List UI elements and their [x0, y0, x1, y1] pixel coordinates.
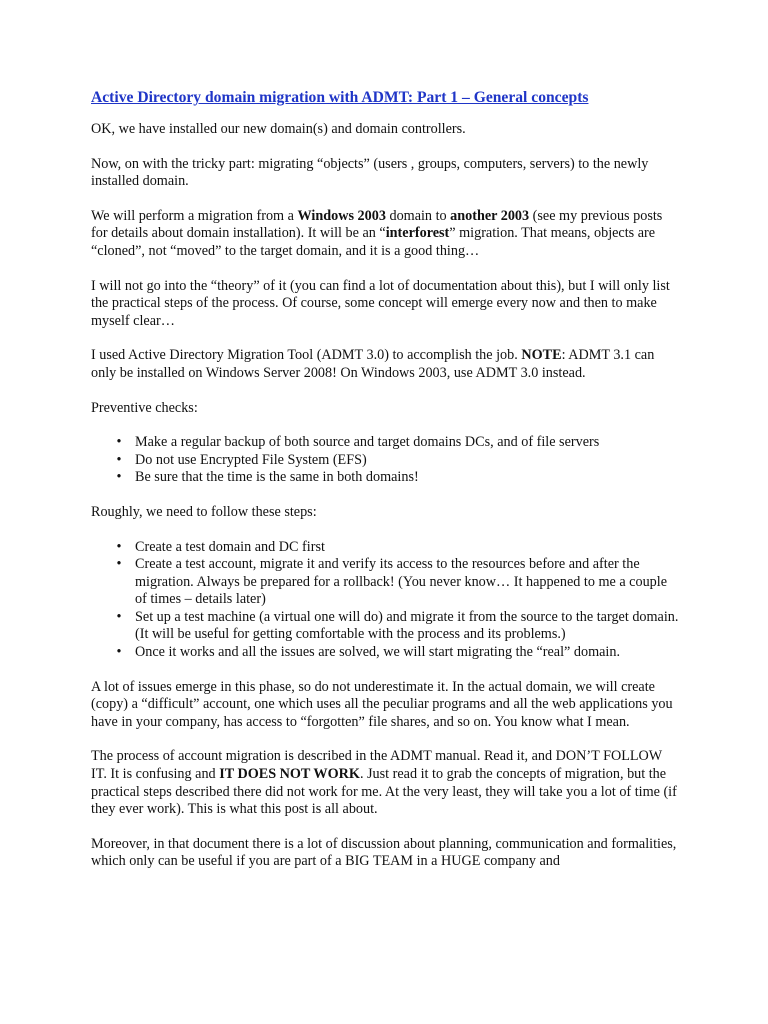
document-title-link[interactable]: Active Directory domain migration with ADMT: Part 1 – General concepts [91, 89, 589, 106]
paragraph-theory: I will not go into the “theory” of it (you can find a lot of documentation about this), but I will only list the practical steps of the process. Of course, some concept will emerge every now and then to make myself clear… [91, 277, 670, 329]
document-page [91, 88, 681, 888]
text-run: The process of account migration is described in the ADMT manual. Read it, and DON’T FOLLOW IT. It is confusing and [91, 748, 662, 783]
list-item-text: Set up a test machine (a virtual one will do) and migrate it from the source to the target domain. (It will be useful for getting comfortable with the process and its problems.) [135, 608, 679, 643]
bullet-icon: • [116, 644, 122, 661]
text-run: . Just read it to grab the concepts of migration, but the practical steps described there did not work for me. At the very least, they will take you a lot of time (if they ever work). This is what this post is all about. [91, 766, 677, 818]
list-item [116, 469, 681, 487]
bullet-icon: • [116, 608, 122, 625]
bold-windows-2003: Windows 2003 [297, 207, 386, 224]
paragraph-intro: OK, we have installed our new domain(s) and domain controllers. [91, 121, 466, 137]
paragraph-issues: A lot of issues emerge in this phase, so do not underestimate it. In the actual domain, we will create (copy) a “difficult” account, one which uses all the peculiar programs and all the web applications you have in your company, has access to “forgotten” file shares, and so on. You know what I mean. [91, 678, 673, 730]
paragraph-tricky-part: Now, on with the tricky part: migrating “objects” (users , groups, computers, servers) to the newly installed domain. [91, 155, 649, 190]
text-run: ” migration. That means, objects are “cloned”, not “moved” to the target domain, and it is a good thing… [91, 225, 656, 259]
list-item [116, 538, 681, 557]
list-item-text: Make a regular backup of both source and target domains DCs, and of file servers [135, 434, 600, 451]
list-item [116, 556, 681, 609]
bold-note: NOTE [521, 347, 562, 364]
preventive-checks-heading: Preventive checks: [91, 399, 198, 416]
paragraph-migration-type [91, 208, 681, 261]
list-item [116, 644, 681, 662]
list-item-text: Be sure that the time is the same in both domains! [135, 469, 419, 486]
list-item-text: Once it works and all the issues are solved, we will start migrating the “real” domain. [135, 644, 620, 661]
bullet-icon: • [116, 434, 122, 451]
bold-another-2003: another 2003 [450, 207, 530, 224]
list-item [116, 451, 681, 470]
bold-it-does-not-work: IT DOES NOT WORK [219, 766, 360, 783]
text-run: I used Active Directory Migration Tool (ADMT 3.0) to accomplish the job. [91, 347, 522, 364]
bold-interforest: interforest [385, 225, 450, 242]
bullet-icon: • [116, 556, 122, 573]
list-item-text: Do not use Encrypted File System (EFS) [135, 451, 367, 468]
text-run: domain to [385, 207, 451, 224]
preventive-checks-list [91, 434, 681, 487]
bullet-icon: • [116, 451, 122, 468]
text-run: We will perform a migration from a [91, 207, 298, 224]
list-item [116, 434, 681, 452]
steps-heading: Roughly, we need to follow these steps: [91, 503, 317, 520]
text-run: (see my previous posts for details about domain installation). It will be an “ [91, 207, 663, 242]
paragraph-admt-tool [91, 347, 681, 382]
bullet-icon: • [116, 538, 122, 555]
bullet-icon: • [116, 469, 122, 486]
list-item [116, 608, 681, 644]
list-item-text: Create a test domain and DC first [135, 538, 325, 555]
list-item-text: Create a test account, migrate it and verify its access to the resources before and after the migration. Always be prepared for a rollback! (You never know… It happened to me a couple of times – details later) [135, 556, 668, 608]
paragraph-admt-manual [91, 748, 681, 818]
text-run: : ADMT 3.1 can only be installed on Windows Server 2008! On Windows 2003, use ADMT 3.0 instead. [91, 347, 655, 381]
paragraph-planning: Moreover, in that document there is a lot of discussion about planning, communication and formalities, which only can be useful if you are part of a BIG TEAM in a HUGE company and [91, 835, 677, 870]
migration-steps-list [91, 539, 681, 662]
